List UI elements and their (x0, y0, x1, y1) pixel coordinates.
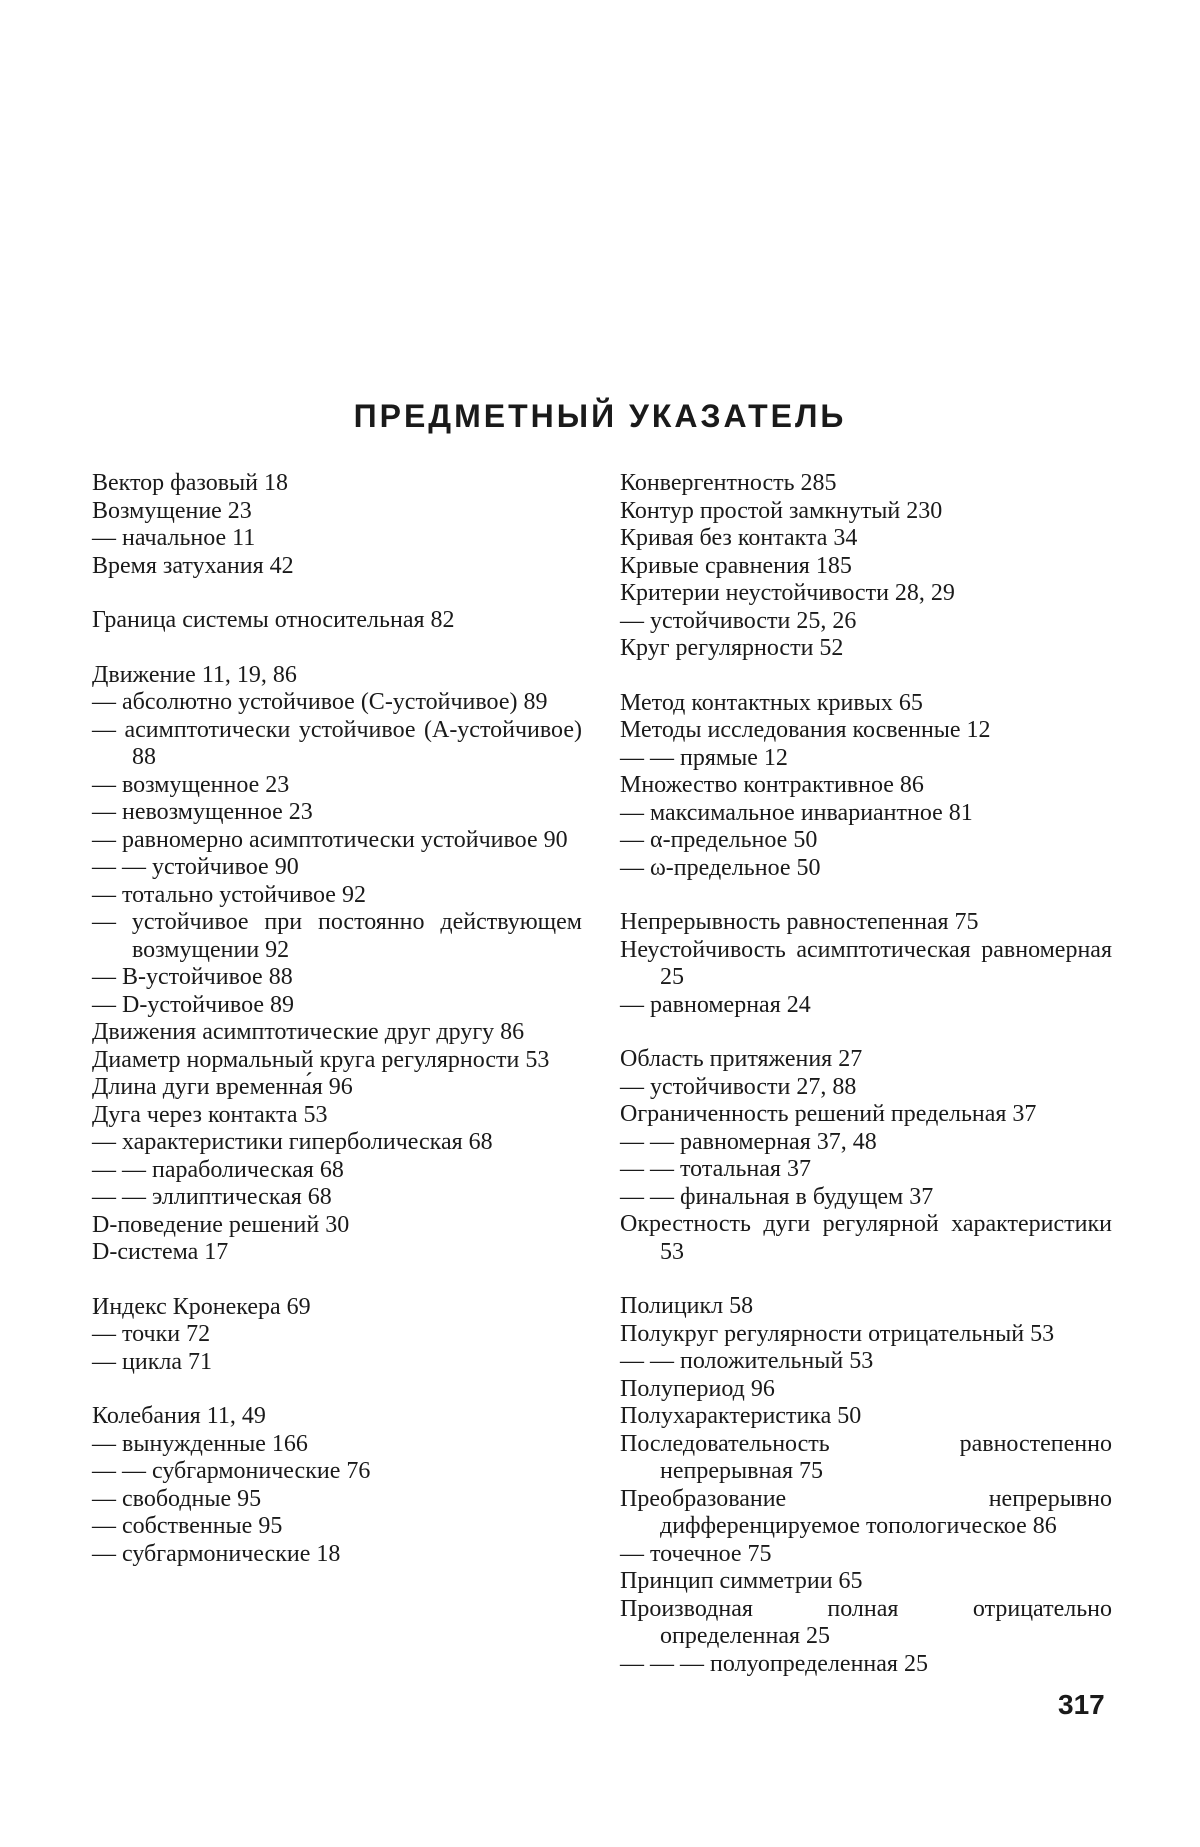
index-entry: — — параболическая 68 (92, 1156, 344, 1183)
index-entry: Преобразование непрерывно дифференцируемое топологическое 86 (620, 1485, 1112, 1539)
index-entry: Круг регулярности 52 (620, 635, 844, 661)
index-entry: — — — полуопределенная 25 (620, 1650, 928, 1677)
index-entry: — α-предельное 50 (620, 827, 818, 853)
index-entry: — точечное 75 (620, 1540, 772, 1567)
index-entry: — максимальное инвариантное 81 (620, 799, 973, 826)
index-entry: — цикла 71 (92, 1348, 212, 1375)
index-entry: Движения асимптотические друг другу 86 (92, 1019, 525, 1045)
index-entry: — возмущенное 23 (92, 771, 290, 798)
index-entry: — равномерная 24 (620, 991, 811, 1018)
index-entry: Полицикл 58 (620, 1293, 754, 1319)
index-entry: — равномерно асимптотически устойчивое 90 (92, 826, 568, 853)
index-entry: Граница системы относительная 82 (92, 607, 455, 633)
index-entry: — устойчивости 25, 26 (620, 607, 857, 634)
index-entry: — — субгармонические 76 (92, 1458, 371, 1484)
page-number: 317 (1058, 1689, 1105, 1720)
index-entry: — субгармонические 18 (92, 1540, 341, 1567)
index-entry: Движение 11, 19, 86 (92, 661, 297, 688)
index-column-right (620, 470, 1112, 1678)
index-entry: — начальное 11 (92, 525, 256, 551)
index-entry: — характеристики гиперболическая 68 (92, 1129, 493, 1155)
index-entry: — невозмущенное 23 (92, 799, 313, 825)
index-entry: — — положительный 53 (620, 1348, 874, 1374)
index-entry: — точки 72 (92, 1321, 211, 1347)
index-entry: Индекс Кронекера 69 (92, 1293, 311, 1320)
index-entry: Методы исследования косвенные 12 (620, 717, 991, 743)
index-entry: Дуга через контакта 53 (92, 1101, 328, 1128)
index-entry: — устойчивое при постоянно действующем возмущении 92 (92, 909, 582, 963)
group-gap (92, 1267, 582, 1294)
index-entry: Критерии неустойчивости 28, 29 (620, 580, 955, 606)
index-entry: — — равномерная 37, 48 (620, 1128, 877, 1155)
index-entry: Неустойчивость асимптотическая равномерная 25 (620, 936, 1112, 990)
index-entry: Контур простой замкнутый 230 (620, 497, 943, 524)
index-entry: — собственные 95 (92, 1513, 283, 1539)
index-column-left (92, 470, 582, 1568)
index-entry: Принцип симметрии 65 (620, 1568, 863, 1594)
index-entry: Конвергентность 285 (620, 470, 837, 496)
group-gap (620, 663, 1112, 690)
index-entry: — ω-предельное 50 (620, 854, 821, 881)
index-entry: Длина дуги временна́я 96 (92, 1074, 353, 1100)
index-entry: — В-устойчивое 88 (92, 964, 293, 990)
index-entry: Окрестность дуги регулярной характеристики 53 (620, 1211, 1112, 1265)
index-entry: Область притяжения 27 (620, 1046, 863, 1072)
group-gap (92, 635, 582, 662)
index-entry: — тотально устойчивое 92 (92, 881, 366, 908)
index-entry: — — тотальная 37 (620, 1156, 811, 1182)
index-entry: Производная полная отрицательно определенная 25 (620, 1595, 1112, 1649)
index-entry: Вектор фазовый 18 (92, 470, 289, 496)
group-gap (620, 1266, 1112, 1293)
index-entry: Ограниченность решений предельная 37 (620, 1101, 1037, 1127)
group-gap (620, 1019, 1112, 1046)
index-entry: Кривые сравнения 185 (620, 552, 852, 579)
index-entry: — — финальная в будущем 37 (620, 1183, 934, 1210)
index-entry: Кривая без контакта 34 (620, 525, 858, 551)
index-entry: Диаметр нормальный круга регулярности 53 (92, 1046, 550, 1073)
index-entry: Возмущение 23 (92, 497, 252, 524)
index-entry: Колебания 11, 49 (92, 1403, 266, 1429)
group-gap (92, 1376, 582, 1403)
index-entry: — — прямые 12 (620, 744, 788, 771)
index-entry: Полухарактеристика 50 (620, 1403, 862, 1429)
group-gap (620, 882, 1112, 909)
index-entry: D-система 17 (92, 1239, 229, 1265)
index-entry: — — эллиптическая 68 (92, 1184, 332, 1210)
index-entry: Полупериод 96 (620, 1375, 775, 1402)
index-entry: Непрерывность равностепенная 75 (620, 909, 979, 935)
index-entry: — устойчивости 27, 88 (620, 1073, 857, 1100)
index-entry: Метод контактных кривых 65 (620, 689, 923, 716)
index-entry: — асимптотически устойчивое (А-устойчивое) 88 (92, 716, 582, 770)
index-entry: — D-устойчивое 89 (92, 991, 295, 1018)
index-entry: — абсолютно устойчивое (С-устойчивое) 89 (92, 689, 548, 715)
index-entry: Время затухания 42 (92, 552, 294, 579)
index-entry: — свободные 95 (92, 1485, 262, 1512)
index-entry: — — устойчивое 90 (92, 854, 299, 880)
index-entry: — вынужденные 166 (92, 1430, 308, 1457)
index-entry: Множество контрактивное 86 (620, 772, 924, 798)
index-entry: Последовательность равностепенно непрерывная 75 (620, 1430, 1112, 1484)
page-title: ПРЕДМЕТНЫЙ УКАЗАТЕЛЬ (353, 398, 847, 434)
group-gap (92, 580, 582, 607)
index-entry: D-поведение решений 30 (92, 1211, 350, 1238)
index-entry: Полукруг регулярности отрицательный 53 (620, 1320, 1055, 1347)
